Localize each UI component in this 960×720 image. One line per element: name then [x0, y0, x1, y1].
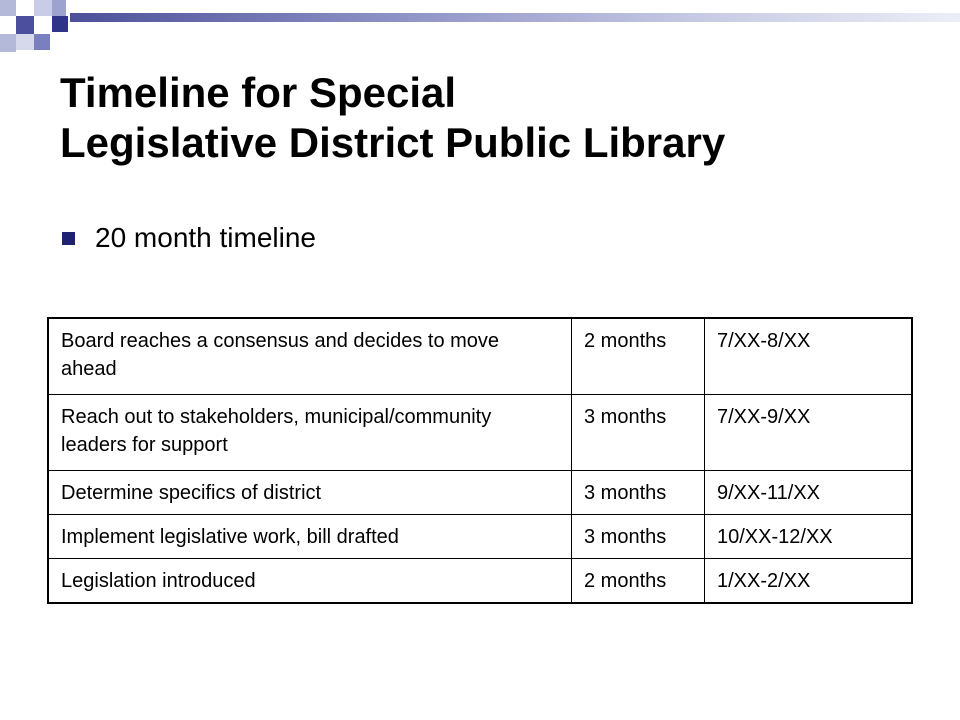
square-bullet-icon [62, 232, 75, 245]
table-row [48, 318, 912, 395]
corner-decoration [0, 0, 80, 60]
decor-square [0, 34, 16, 52]
slide-title-line-1: Timeline for Special [60, 69, 457, 116]
slide-title [60, 68, 940, 168]
duration-cell: 3 months [572, 471, 705, 515]
bullet-text: 20 month timeline [95, 222, 317, 253]
decor-square [0, 0, 16, 16]
duration-cell: 3 months [572, 515, 705, 559]
table-row [48, 395, 912, 471]
bullet-item [60, 218, 316, 258]
task-cell: Implement legislative work, bill drafted [48, 515, 572, 559]
decor-square [34, 34, 50, 50]
timeline-table [47, 317, 913, 604]
dates-cell: 10/XX-12/XX [705, 515, 913, 559]
task-cell: Board reaches a consensus and decides to move ahead [48, 318, 572, 395]
task-cell: Determine specifics of district [48, 471, 572, 515]
duration-cell: 2 months [572, 318, 705, 395]
dates-cell: 7/XX-9/XX [705, 395, 913, 471]
duration-cell: 2 months [572, 559, 705, 604]
decor-square [16, 16, 34, 34]
task-cell: Reach out to stakeholders, municipal/community leaders for support [48, 395, 572, 471]
table-row [48, 471, 912, 515]
task-cell: Legislation introduced [48, 559, 572, 604]
slide-title-line-2: Legislative District Public Library [60, 119, 726, 166]
decor-square [0, 16, 16, 34]
decor-square [52, 16, 68, 32]
dates-cell: 1/XX-2/XX [705, 559, 913, 604]
decor-square [52, 0, 66, 16]
dates-cell: 9/XX-11/XX [705, 471, 913, 515]
top-gradient-band [70, 13, 960, 22]
table-row [48, 515, 912, 559]
duration-cell: 3 months [572, 395, 705, 471]
table-row [48, 559, 912, 604]
decor-square [16, 0, 34, 16]
decor-square [34, 0, 52, 16]
decor-square [16, 34, 34, 50]
dates-cell: 7/XX-8/XX [705, 318, 913, 395]
